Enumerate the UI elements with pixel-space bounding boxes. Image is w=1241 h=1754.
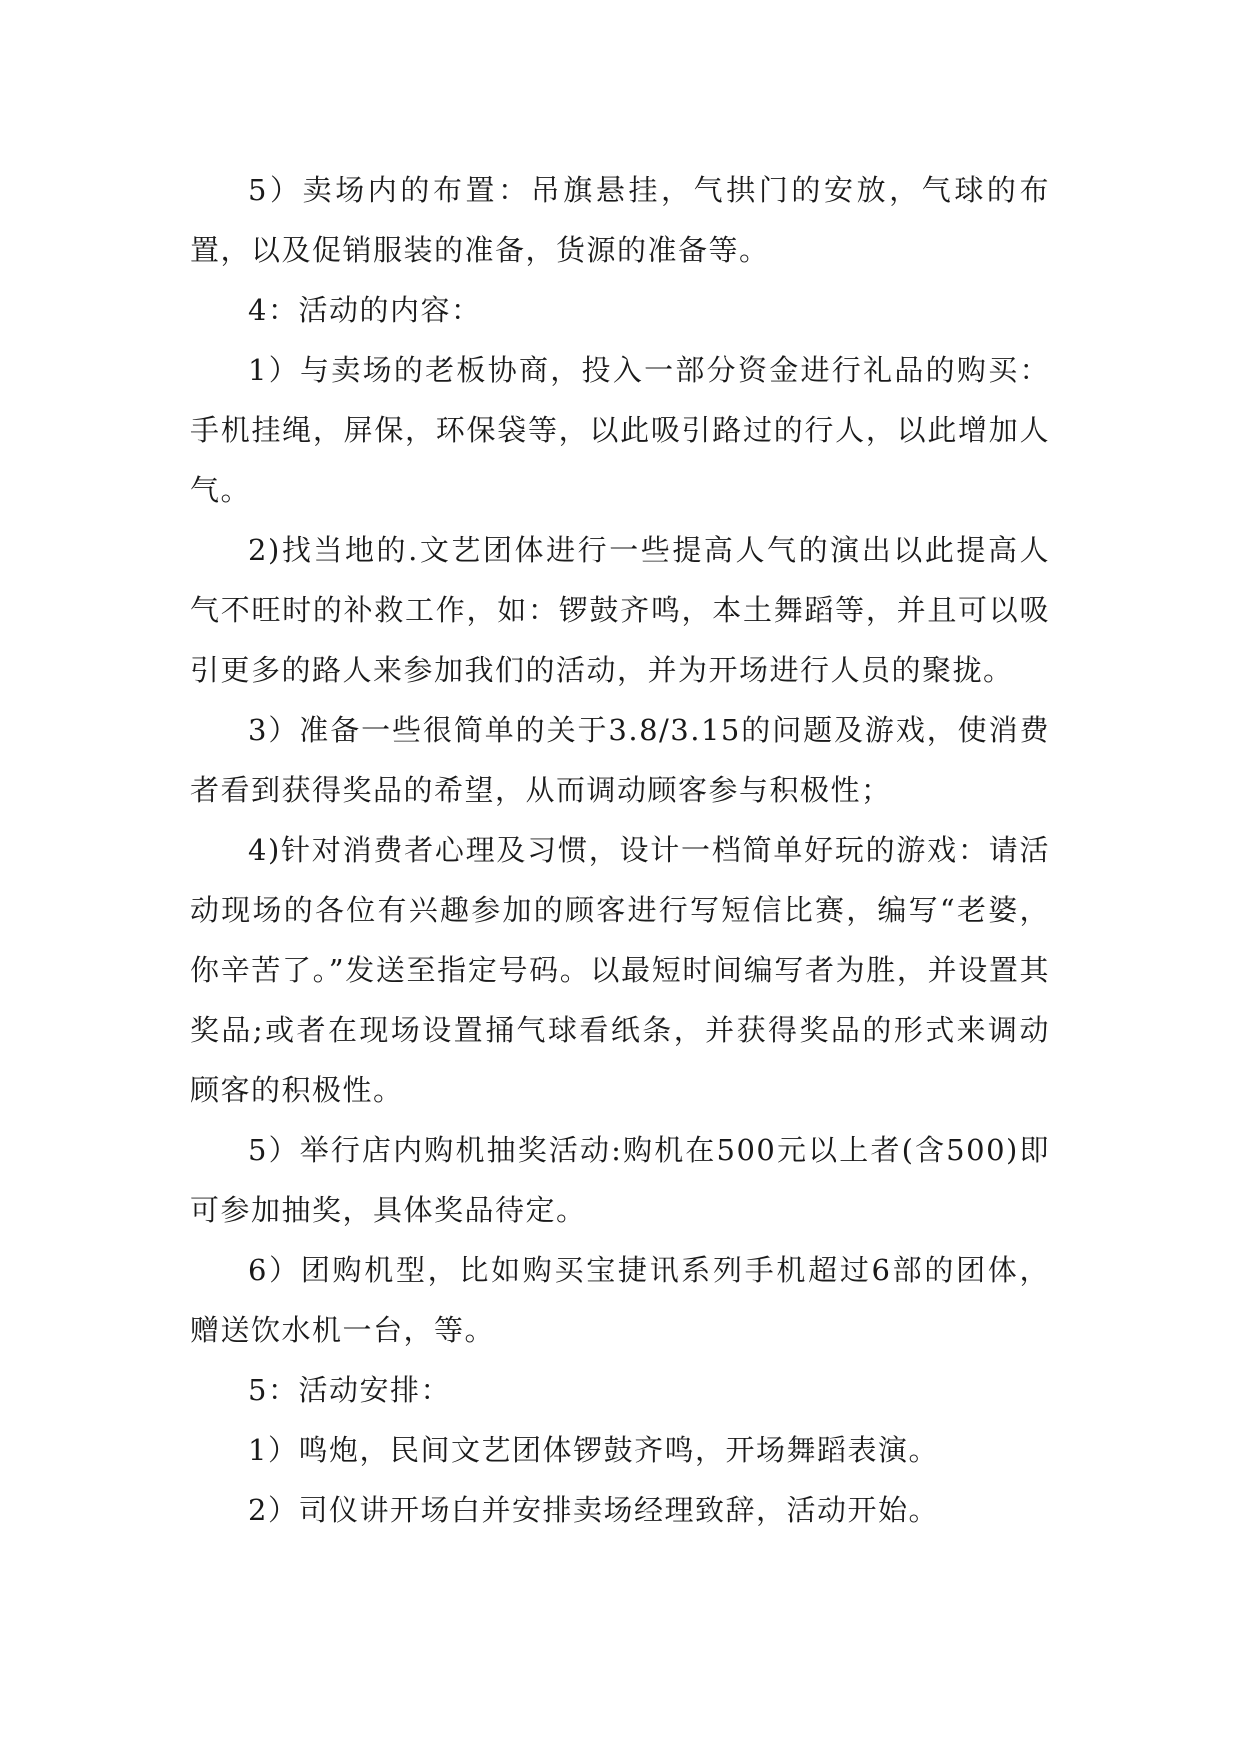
paragraph-group-purchase: 6）团购机型，比如购买宝捷讯系列手机超过6部的团体，赠送饮水机一台，等。 <box>190 1253 1050 1347</box>
paragraph-art-troupe: 2)找当地的.文艺团体进行一些提高人气的演出以此提高人气不旺时的补救工作，如：锣鼓齐鸣，本土舞蹈等，并且可以吸引更多的路人来参加我们的活动，并为开场进行人员的聚拢。 <box>190 533 1050 687</box>
paragraph-quiz-games: 3）准备一些很简单的关于3.8/3.15的问题及游戏，使消费者看到获得奖品的希望，从而调动顾客参与积极性； <box>190 713 1050 807</box>
paragraph-host-speech: 2）司仪讲开场白并安排卖场经理致辞，活动开始。 <box>248 1493 939 1527</box>
paragraph-gift-purchase: 1）与卖场的老板协商，投入一部分资金进行礼品的购买：手机挂绳，屏保，环保袋等，以此吸引路过的行人，以此增加人气。 <box>190 353 1050 507</box>
paragraph-venue-layout: 5）卖场内的布置：吊旗悬挂，气拱门的安放，气球的布置，以及促销服装的准备，货源的准备等。 <box>190 173 1050 267</box>
document-body <box>190 160 1050 1540</box>
paragraph-opening-show: 1）鸣炮，民间文艺团体锣鼓齐鸣，开场舞蹈表演。 <box>248 1433 939 1467</box>
section-heading-activity-content: 4：活动的内容： <box>248 293 482 327</box>
section-heading-activity-schedule: 5：活动安排： <box>248 1373 451 1407</box>
paragraph-sms-contest: 4)针对消费者心理及习惯，设计一档简单好玩的游戏：请活动现场的各位有兴趣参加的顾客进行写短信比赛，编写“老婆，你辛苦了。”发送至指定号码。以最短时间编写者为胜，并设置其奖品;或者在现场设置捅气球看纸条，并获得奖品的形式来调动顾客的积极性。 <box>190 833 1050 1107</box>
paragraph-lottery: 5）举行店内购机抽奖活动:购机在500元以上者(含500)即可参加抽奖，具体奖品待定。 <box>190 1133 1050 1227</box>
